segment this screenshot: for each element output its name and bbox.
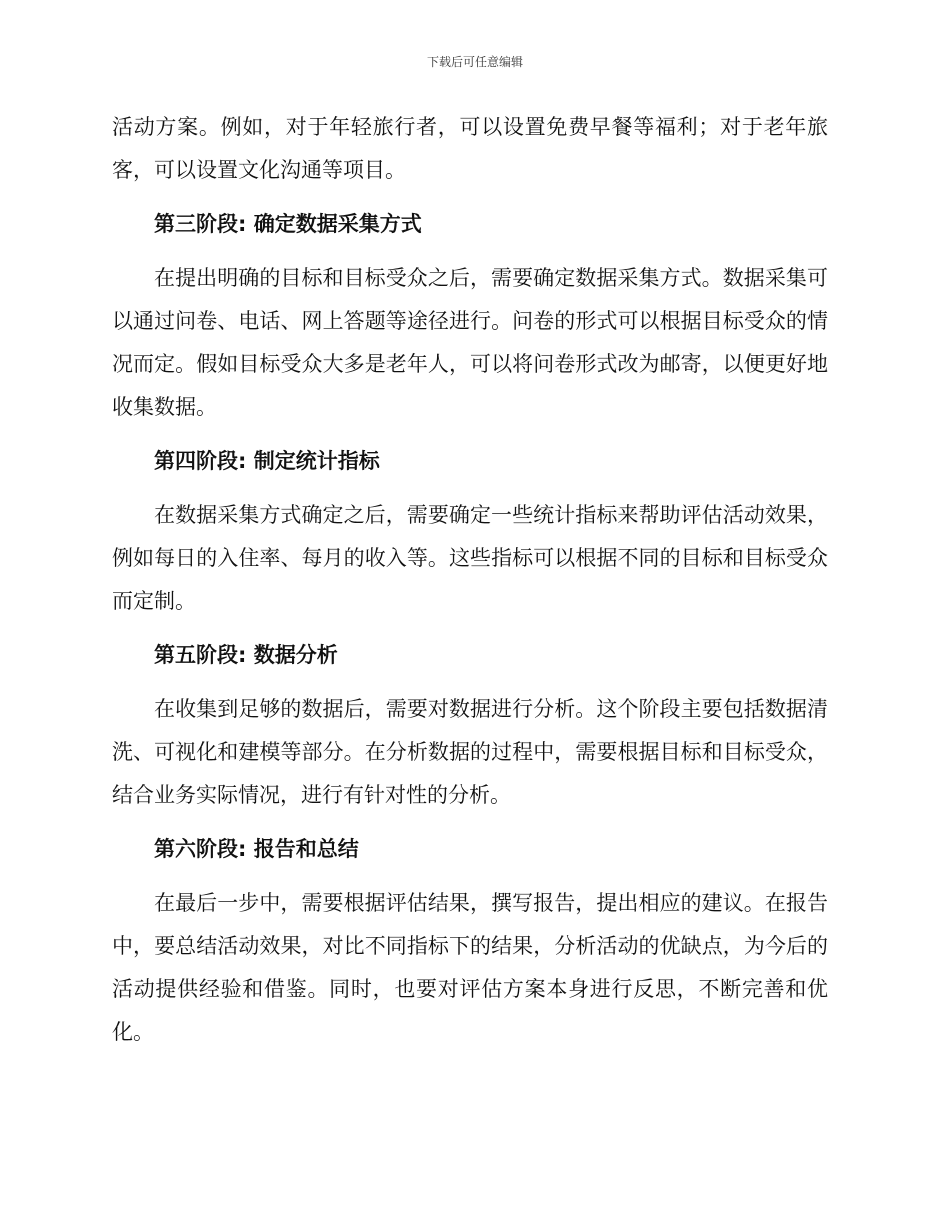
- paragraph-stage-6: 在最后一步中，需要根据评估结果，撰写报告，提出相应的建议。在报告中，要总结活动效果，对比不同指标下的结果，分析活动的优缺点，为今后的活动提供经验和借鉴。同时，也要对评估方案本身进行反思，不断完善和优化。: [112, 891, 828, 1044]
- paragraph-stage-5: 在收集到足够的数据后，需要对数据进行分析。这个阶段主要包括数据清洗、可视化和建模等部分。在分析数据的过程中，需要根据目标和目标受众，结合业务实际情况，进行有针对性的分析。: [112, 697, 828, 807]
- paragraph-stage-4: 在数据采集方式确定之后，需要确定一些统计指标来帮助评估活动效果，例如每日的入住率、每月的收入等。这些指标可以根据不同的目标和目标受众而定制。: [112, 503, 828, 613]
- section-heading-stage-6: 第六阶段: 报告和总结: [154, 837, 359, 861]
- section-heading-stage-4: 第四阶段: 制定统计指标: [154, 449, 380, 473]
- document-body: [112, 106, 828, 1065]
- paragraph-stage-3: 在提出明确的目标和目标受众之后，需要确定数据采集方式。数据采集可以通过问卷、电话、网上答题等途径进行。问卷的形式可以根据目标受众的情况而定。假如目标受众大多是老年人，可以将问卷形式改为邮寄，以便更好地收集数据。: [112, 266, 828, 419]
- section-heading-stage-5: 第五阶段: 数据分析: [154, 643, 338, 667]
- paragraph-continuation: 活动方案。例如，对于年轻旅行者，可以设置免费早餐等福利；对于老年旅客，可以设置文化沟通等项目。: [112, 115, 828, 182]
- page-header: 下载后可任意编辑: [426, 55, 523, 69]
- section-heading-stage-3: 第三阶段: 确定数据采集方式: [154, 212, 422, 236]
